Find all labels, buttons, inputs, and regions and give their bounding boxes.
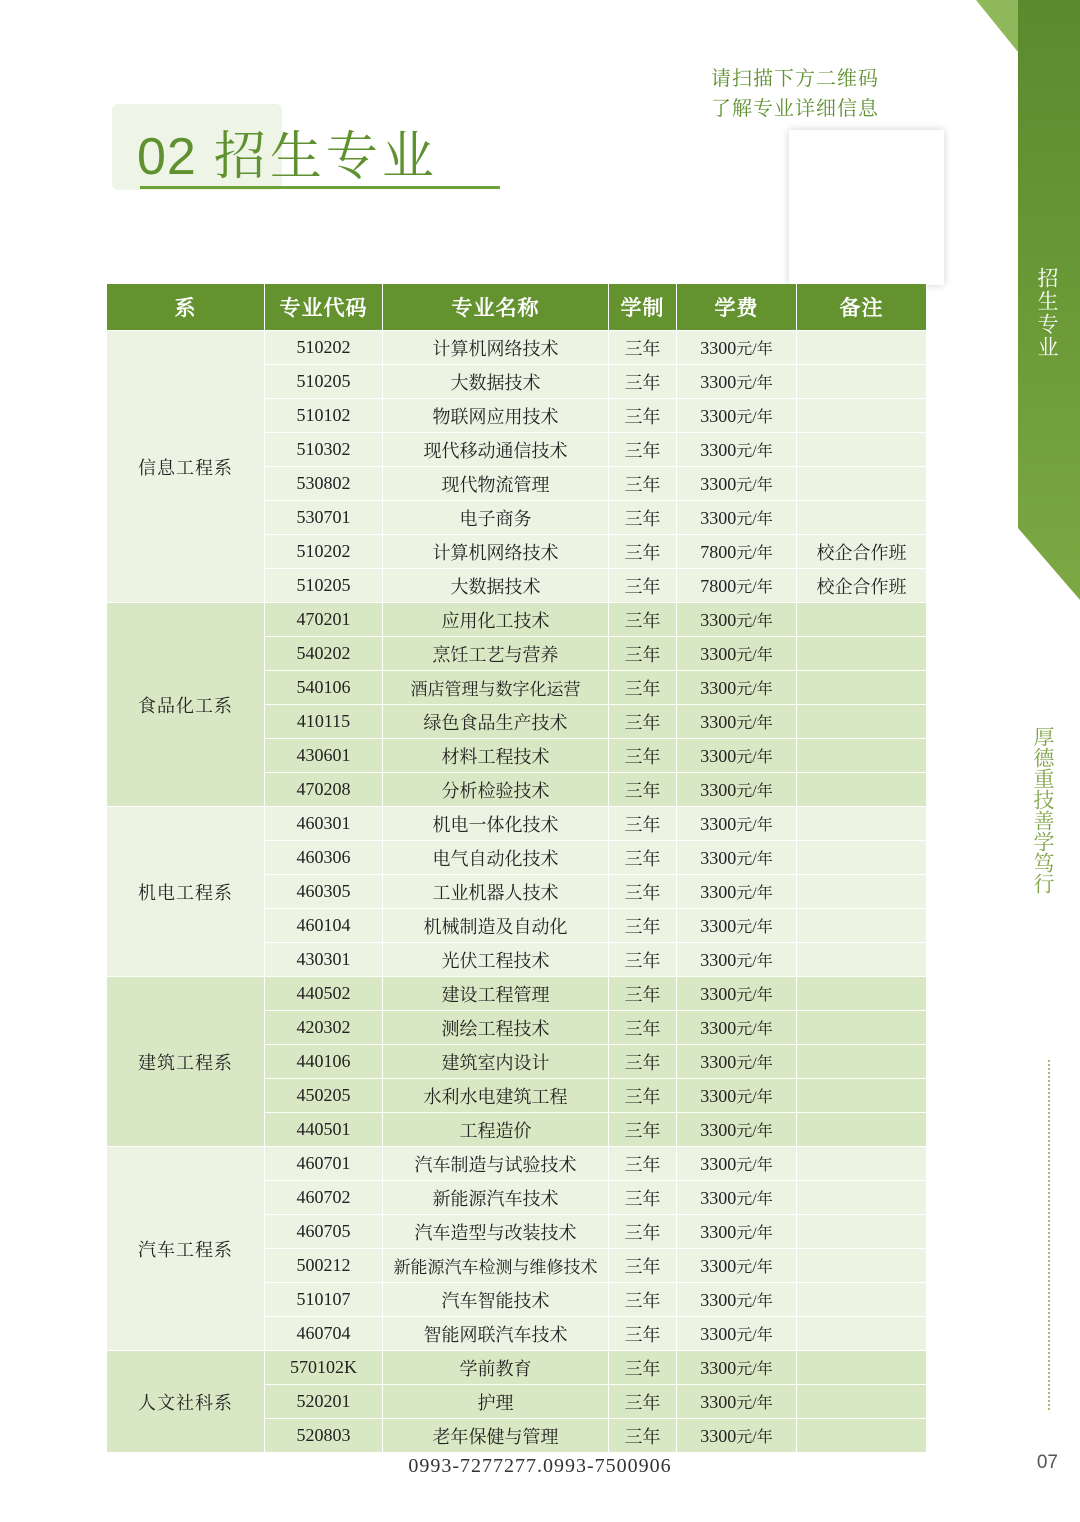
cell-major-code: 570102K (265, 1351, 383, 1385)
cell-duration: 三年 (609, 875, 677, 909)
cell-major-code: 430301 (265, 943, 383, 977)
cell-duration: 三年 (609, 1351, 677, 1385)
cell-tuition: 3300元/年 (677, 1147, 797, 1181)
cell-tuition: 3300元/年 (677, 943, 797, 977)
cell-remark: 校企合作班 (797, 569, 927, 603)
cell-department: 食品化工系 (107, 603, 265, 807)
cell-major-code: 510107 (265, 1283, 383, 1317)
cell-remark (797, 1283, 927, 1317)
cell-tuition: 3300元/年 (677, 1181, 797, 1215)
cell-major-name: 新能源汽车技术 (383, 1181, 609, 1215)
qr-instruction-line1: 请扫描下方二维码 (711, 68, 879, 90)
cell-duration: 三年 (609, 1011, 677, 1045)
cell-major-code: 530701 (265, 501, 383, 535)
cell-duration: 三年 (609, 1283, 677, 1317)
cell-department: 信息工程系 (107, 331, 265, 603)
col-header-major-code: 专业代码 (265, 284, 383, 331)
cell-major-name: 计算机网络技术 (383, 331, 609, 365)
cell-tuition: 3300元/年 (677, 603, 797, 637)
cell-duration: 三年 (609, 331, 677, 365)
cell-major-name: 物联网应用技术 (383, 399, 609, 433)
cell-duration: 三年 (609, 501, 677, 535)
table-row (107, 1147, 927, 1181)
cell-duration: 三年 (609, 1419, 677, 1453)
cell-major-code: 520803 (265, 1419, 383, 1453)
cell-duration: 三年 (609, 739, 677, 773)
cell-tuition: 3300元/年 (677, 671, 797, 705)
cell-major-code: 540202 (265, 637, 383, 671)
table-row (107, 1351, 927, 1385)
col-header-duration: 学制 (609, 284, 677, 331)
cell-duration: 三年 (609, 773, 677, 807)
cell-duration: 三年 (609, 943, 677, 977)
cell-department: 汽车工程系 (107, 1147, 265, 1351)
band-motto: 厚德重技善学笃行 (1031, 726, 1055, 894)
cell-duration: 三年 (609, 467, 677, 501)
cell-major-name: 大数据技术 (383, 365, 609, 399)
cell-duration: 三年 (609, 433, 677, 467)
cell-remark (797, 467, 927, 501)
cell-major-name: 汽车造型与改装技术 (383, 1215, 609, 1249)
cell-major-name: 测绘工程技术 (383, 1011, 609, 1045)
cell-tuition: 3300元/年 (677, 1419, 797, 1453)
table-header (107, 284, 927, 331)
table-header-row (107, 284, 927, 331)
cell-duration: 三年 (609, 1249, 677, 1283)
title-underline (140, 186, 500, 189)
cell-major-code: 440106 (265, 1045, 383, 1079)
cell-tuition: 3300元/年 (677, 467, 797, 501)
cell-major-code: 510202 (265, 331, 383, 365)
cell-major-name: 建设工程管理 (383, 977, 609, 1011)
cell-major-code: 410115 (265, 705, 383, 739)
band-section-title: 招生专业 (1035, 267, 1059, 359)
cell-major-code: 420302 (265, 1011, 383, 1045)
cell-duration: 三年 (609, 637, 677, 671)
cell-duration: 三年 (609, 1317, 677, 1351)
cell-tuition: 3300元/年 (677, 501, 797, 535)
cell-duration: 三年 (609, 1045, 677, 1079)
cell-major-code: 460305 (265, 875, 383, 909)
cell-remark (797, 705, 927, 739)
cell-remark (797, 1113, 927, 1147)
cell-duration: 三年 (609, 807, 677, 841)
cell-duration: 三年 (609, 841, 677, 875)
footer-phone-numbers: 0993-7277277.0993-7500906 (408, 1455, 672, 1477)
table-body (107, 331, 927, 1453)
cell-department: 建筑工程系 (107, 977, 265, 1147)
cell-major-code: 440501 (265, 1113, 383, 1147)
cell-major-name: 智能网联汽车技术 (383, 1317, 609, 1351)
page-number: 07 (1036, 1452, 1058, 1473)
cell-remark (797, 1419, 927, 1453)
right-decorative-band (1018, 0, 1080, 1522)
col-header-tuition: 学费 (677, 284, 797, 331)
cell-major-name: 现代移动通信技术 (383, 433, 609, 467)
cell-tuition: 3300元/年 (677, 807, 797, 841)
cell-major-code: 460306 (265, 841, 383, 875)
cell-major-code: 510302 (265, 433, 383, 467)
cell-tuition: 3300元/年 (677, 875, 797, 909)
section-title-text: 招生专业 (213, 129, 438, 186)
cell-duration: 三年 (609, 365, 677, 399)
cell-major-name: 机械制造及自动化 (383, 909, 609, 943)
cell-major-code: 440502 (265, 977, 383, 1011)
cell-remark (797, 671, 927, 705)
cell-tuition: 3300元/年 (677, 705, 797, 739)
cell-major-name: 工业机器人技术 (383, 875, 609, 909)
cell-tuition: 7800元/年 (677, 569, 797, 603)
cell-major-name: 汽车制造与试验技术 (383, 1147, 609, 1181)
cell-major-code: 460701 (265, 1147, 383, 1181)
cell-remark (797, 1079, 927, 1113)
table-row (107, 807, 927, 841)
cell-major-code: 510205 (265, 569, 383, 603)
cell-major-name: 材料工程技术 (383, 739, 609, 773)
cell-remark (797, 1011, 927, 1045)
cell-major-name: 现代物流管理 (383, 467, 609, 501)
cell-duration: 三年 (609, 603, 677, 637)
cell-major-name: 烹饪工艺与营养 (383, 637, 609, 671)
cell-major-code: 460301 (265, 807, 383, 841)
cell-major-code: 460104 (265, 909, 383, 943)
cell-major-code: 510202 (265, 535, 383, 569)
cell-tuition: 3300元/年 (677, 1283, 797, 1317)
cell-major-code: 460704 (265, 1317, 383, 1351)
cell-duration: 三年 (609, 909, 677, 943)
cell-major-name: 电子商务 (383, 501, 609, 535)
cell-major-name: 分析检验技术 (383, 773, 609, 807)
cell-remark (797, 1249, 927, 1283)
cell-major-name: 学前教育 (383, 1351, 609, 1385)
band-corner-triangle (976, 0, 1018, 52)
cell-duration: 三年 (609, 705, 677, 739)
cell-remark (797, 1215, 927, 1249)
cell-remark (797, 637, 927, 671)
cell-tuition: 3300元/年 (677, 637, 797, 671)
cell-major-name: 计算机网络技术 (383, 535, 609, 569)
cell-duration: 三年 (609, 569, 677, 603)
majors-table (106, 283, 927, 1453)
cell-remark (797, 875, 927, 909)
cell-remark (797, 433, 927, 467)
qr-instruction (630, 64, 960, 124)
cell-major-code: 540106 (265, 671, 383, 705)
cell-tuition: 3300元/年 (677, 1215, 797, 1249)
cell-remark (797, 331, 927, 365)
cell-major-name: 护理 (383, 1385, 609, 1419)
cell-major-code: 460705 (265, 1215, 383, 1249)
cell-major-name: 光伏工程技术 (383, 943, 609, 977)
cell-remark (797, 1181, 927, 1215)
section-number: 02 (137, 128, 197, 186)
cell-remark (797, 1317, 927, 1351)
cell-major-name: 建筑室内设计 (383, 1045, 609, 1079)
cell-remark: 校企合作班 (797, 535, 927, 569)
cell-remark (797, 1045, 927, 1079)
cell-department: 人文社科系 (107, 1351, 265, 1453)
cell-major-name: 汽车智能技术 (383, 1283, 609, 1317)
cell-major-code: 470208 (265, 773, 383, 807)
cell-remark (797, 603, 927, 637)
cell-tuition: 3300元/年 (677, 1011, 797, 1045)
cell-duration: 三年 (609, 535, 677, 569)
cell-remark (797, 807, 927, 841)
cell-tuition: 3300元/年 (677, 1045, 797, 1079)
cell-tuition: 3300元/年 (677, 1249, 797, 1283)
cell-major-name: 应用化工技术 (383, 603, 609, 637)
cell-major-code: 530802 (265, 467, 383, 501)
table-row (107, 603, 927, 637)
cell-duration: 三年 (609, 1113, 677, 1147)
col-header-major-name: 专业名称 (383, 284, 609, 331)
cell-major-code: 510205 (265, 365, 383, 399)
qr-code-icon[interactable] (789, 130, 944, 285)
table-row (107, 977, 927, 1011)
cell-major-name: 绿色食品生产技术 (383, 705, 609, 739)
cell-duration: 三年 (609, 1147, 677, 1181)
cell-duration: 三年 (609, 671, 677, 705)
cell-remark (797, 773, 927, 807)
cell-tuition: 3300元/年 (677, 841, 797, 875)
cell-duration: 三年 (609, 1215, 677, 1249)
cell-tuition: 3300元/年 (677, 1351, 797, 1385)
cell-major-code: 430601 (265, 739, 383, 773)
cell-remark (797, 841, 927, 875)
cell-remark (797, 739, 927, 773)
cell-tuition: 3300元/年 (677, 1385, 797, 1419)
cell-major-code: 470201 (265, 603, 383, 637)
cell-tuition: 3300元/年 (677, 331, 797, 365)
cell-tuition: 3300元/年 (677, 977, 797, 1011)
cell-tuition: 3300元/年 (677, 909, 797, 943)
cell-remark (797, 365, 927, 399)
cell-tuition: 3300元/年 (677, 365, 797, 399)
cell-major-code: 450205 (265, 1079, 383, 1113)
cell-major-name: 新能源汽车检测与维修技术 (383, 1249, 609, 1283)
cell-department: 机电工程系 (107, 807, 265, 977)
cell-remark (797, 1147, 927, 1181)
cell-major-code: 510102 (265, 399, 383, 433)
cell-duration: 三年 (609, 1181, 677, 1215)
cell-major-code: 460702 (265, 1181, 383, 1215)
cell-tuition: 3300元/年 (677, 773, 797, 807)
cell-major-code: 500212 (265, 1249, 383, 1283)
cell-tuition: 3300元/年 (677, 1079, 797, 1113)
cell-tuition: 3300元/年 (677, 1317, 797, 1351)
cell-remark (797, 977, 927, 1011)
cell-duration: 三年 (609, 1385, 677, 1419)
cell-major-code: 520201 (265, 1385, 383, 1419)
band-dotted-line (1048, 1060, 1052, 1410)
qr-code-pattern (795, 136, 938, 279)
cell-tuition: 7800元/年 (677, 535, 797, 569)
cell-tuition: 3300元/年 (677, 739, 797, 773)
cell-remark (797, 1351, 927, 1385)
cell-remark (797, 501, 927, 535)
cell-remark (797, 943, 927, 977)
cell-major-name: 老年保健与管理 (383, 1419, 609, 1453)
cell-duration: 三年 (609, 399, 677, 433)
cell-major-name: 大数据技术 (383, 569, 609, 603)
cell-remark (797, 399, 927, 433)
cell-tuition: 3300元/年 (677, 399, 797, 433)
qr-instruction-line2: 了解专业详细信息 (711, 98, 879, 120)
majors-table-wrap (106, 283, 926, 1453)
cell-remark (797, 909, 927, 943)
cell-tuition: 3300元/年 (677, 1113, 797, 1147)
page-title (137, 114, 438, 189)
cell-major-name: 酒店管理与数字化运营 (383, 671, 609, 705)
cell-duration: 三年 (609, 1079, 677, 1113)
cell-major-name: 电气自动化技术 (383, 841, 609, 875)
cell-tuition: 3300元/年 (677, 433, 797, 467)
cell-duration: 三年 (609, 977, 677, 1011)
table-row (107, 331, 927, 365)
cell-major-name: 水利水电建筑工程 (383, 1079, 609, 1113)
cell-major-name: 工程造价 (383, 1113, 609, 1147)
cell-remark (797, 1385, 927, 1419)
col-header-department: 系 (107, 284, 265, 331)
cell-major-name: 机电一体化技术 (383, 807, 609, 841)
col-header-remark: 备注 (797, 284, 927, 331)
